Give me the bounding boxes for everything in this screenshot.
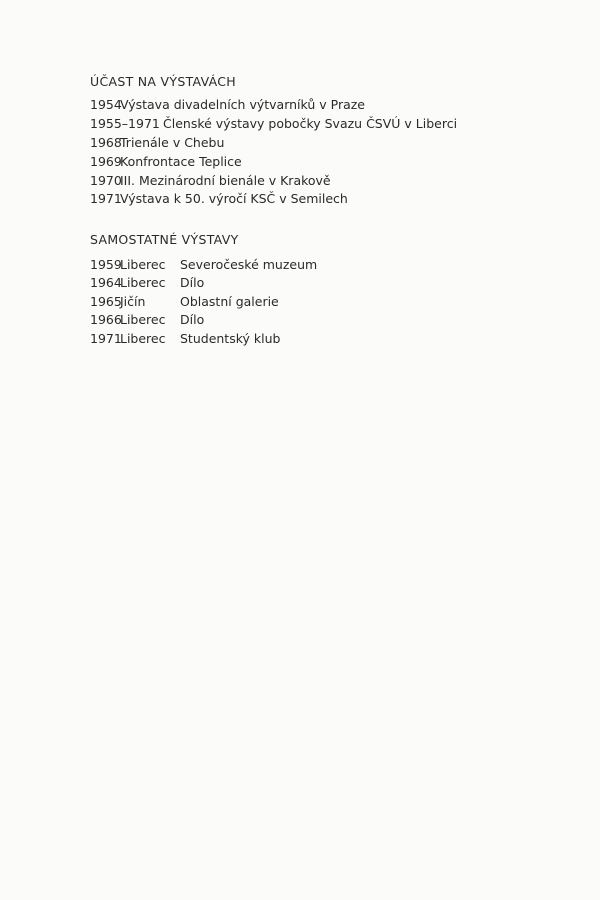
exhibition: Výstava divadelních výtvarníků v Praze xyxy=(120,97,366,112)
year: 1968 xyxy=(90,135,122,150)
list-item xyxy=(90,293,279,311)
list-item xyxy=(90,153,242,171)
list-item xyxy=(90,330,280,348)
list-item xyxy=(90,256,317,274)
place: Liberec xyxy=(120,312,166,327)
list-item xyxy=(90,190,348,208)
section-heading-solo: SAMOSTATNÉ VÝSTAVY xyxy=(90,232,239,247)
year: 1955–1971 xyxy=(90,116,160,131)
section-heading-participation: ÚČAST NA VÝSTAVÁCH xyxy=(90,74,236,89)
list-item xyxy=(90,311,204,329)
exhibition: Konfrontace Teplice xyxy=(120,154,242,169)
venue: Severočeské muzeum xyxy=(180,257,318,272)
list-item xyxy=(90,134,224,152)
exhibition: Trienále v Chebu xyxy=(120,135,225,150)
list-item xyxy=(90,115,457,133)
exhibition: Výstava k 50. výročí KSČ v Semilech xyxy=(120,191,348,206)
year: 1971 xyxy=(90,331,122,346)
list-item xyxy=(90,172,331,190)
place: Jičín xyxy=(120,294,146,309)
year: 1964 xyxy=(90,275,122,290)
place: Liberec xyxy=(120,275,166,290)
list-item xyxy=(90,274,204,292)
exhibition: III. Mezinárodní bienále v Krakově xyxy=(120,173,331,188)
list-item xyxy=(90,96,365,114)
venue: Oblastní galerie xyxy=(180,294,279,309)
exhibition: Členské výstavy pobočky Svazu ČSVÚ v Liberci xyxy=(163,116,458,131)
venue: Dílo xyxy=(180,275,205,290)
year: 1965 xyxy=(90,294,122,309)
place: Liberec xyxy=(120,331,166,346)
venue: Dílo xyxy=(180,312,205,327)
place: Liberec xyxy=(120,257,166,272)
year: 1954 xyxy=(90,97,122,112)
year: 1969 xyxy=(90,154,122,169)
venue: Studentský klub xyxy=(180,331,281,346)
year: 1970 xyxy=(90,173,122,188)
year: 1966 xyxy=(90,312,122,327)
year: 1959 xyxy=(90,257,122,272)
year: 1971 xyxy=(90,191,122,206)
